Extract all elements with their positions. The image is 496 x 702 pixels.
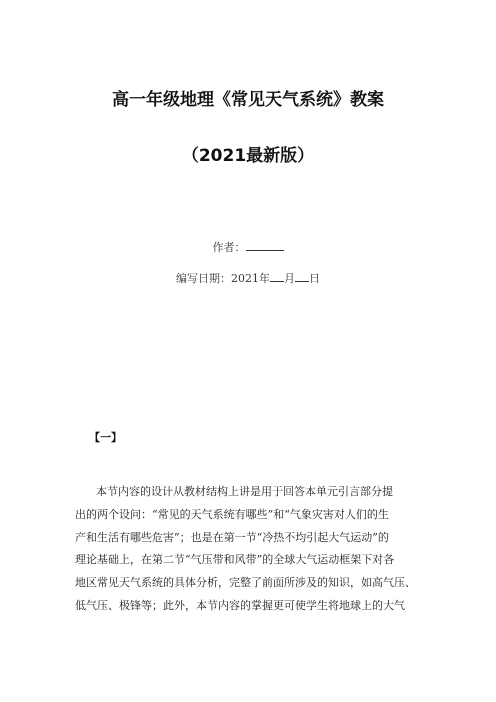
month-blank bbox=[270, 281, 284, 282]
author-line bbox=[0, 240, 496, 256]
document-title: 高一年级地理《常见天气系统》教案 bbox=[112, 90, 384, 110]
date-label: 编写日期：2021年 bbox=[176, 272, 270, 285]
section-heading: 【一】 bbox=[89, 431, 122, 444]
author-blank bbox=[246, 250, 284, 251]
body-line: 本节内容的设计从教材结构上讲是用于回答本单元引言部分提 bbox=[96, 485, 393, 498]
body-line: 地区常见天气系统的具体分析，完整了前面所涉及的知识，如高气压、 bbox=[75, 576, 416, 590]
day-suffix: 日 bbox=[309, 272, 320, 285]
date-line bbox=[0, 271, 496, 287]
body-line: 出的两个设问：“常见的天气系统有哪些”和“气象灾害对人们的生 bbox=[75, 507, 389, 521]
author-label: 作者： bbox=[212, 241, 246, 254]
month-suffix: 月 bbox=[284, 272, 295, 285]
day-blank bbox=[295, 281, 309, 282]
body-paragraph bbox=[75, 481, 423, 618]
document-subtitle: （2021最新版） bbox=[181, 146, 315, 166]
body-line: 理论基础上，在第二节“气压带和风带”的全球大气运动框架下对各 bbox=[75, 553, 395, 567]
body-line: 产和生活有哪些危害”；也是在第一节“冷热不均引起大气运动”的 bbox=[75, 530, 389, 544]
body-line: 低气压、极锋等；此外，本节内容的掌握更可使学生将地球上的大气 bbox=[75, 598, 405, 612]
